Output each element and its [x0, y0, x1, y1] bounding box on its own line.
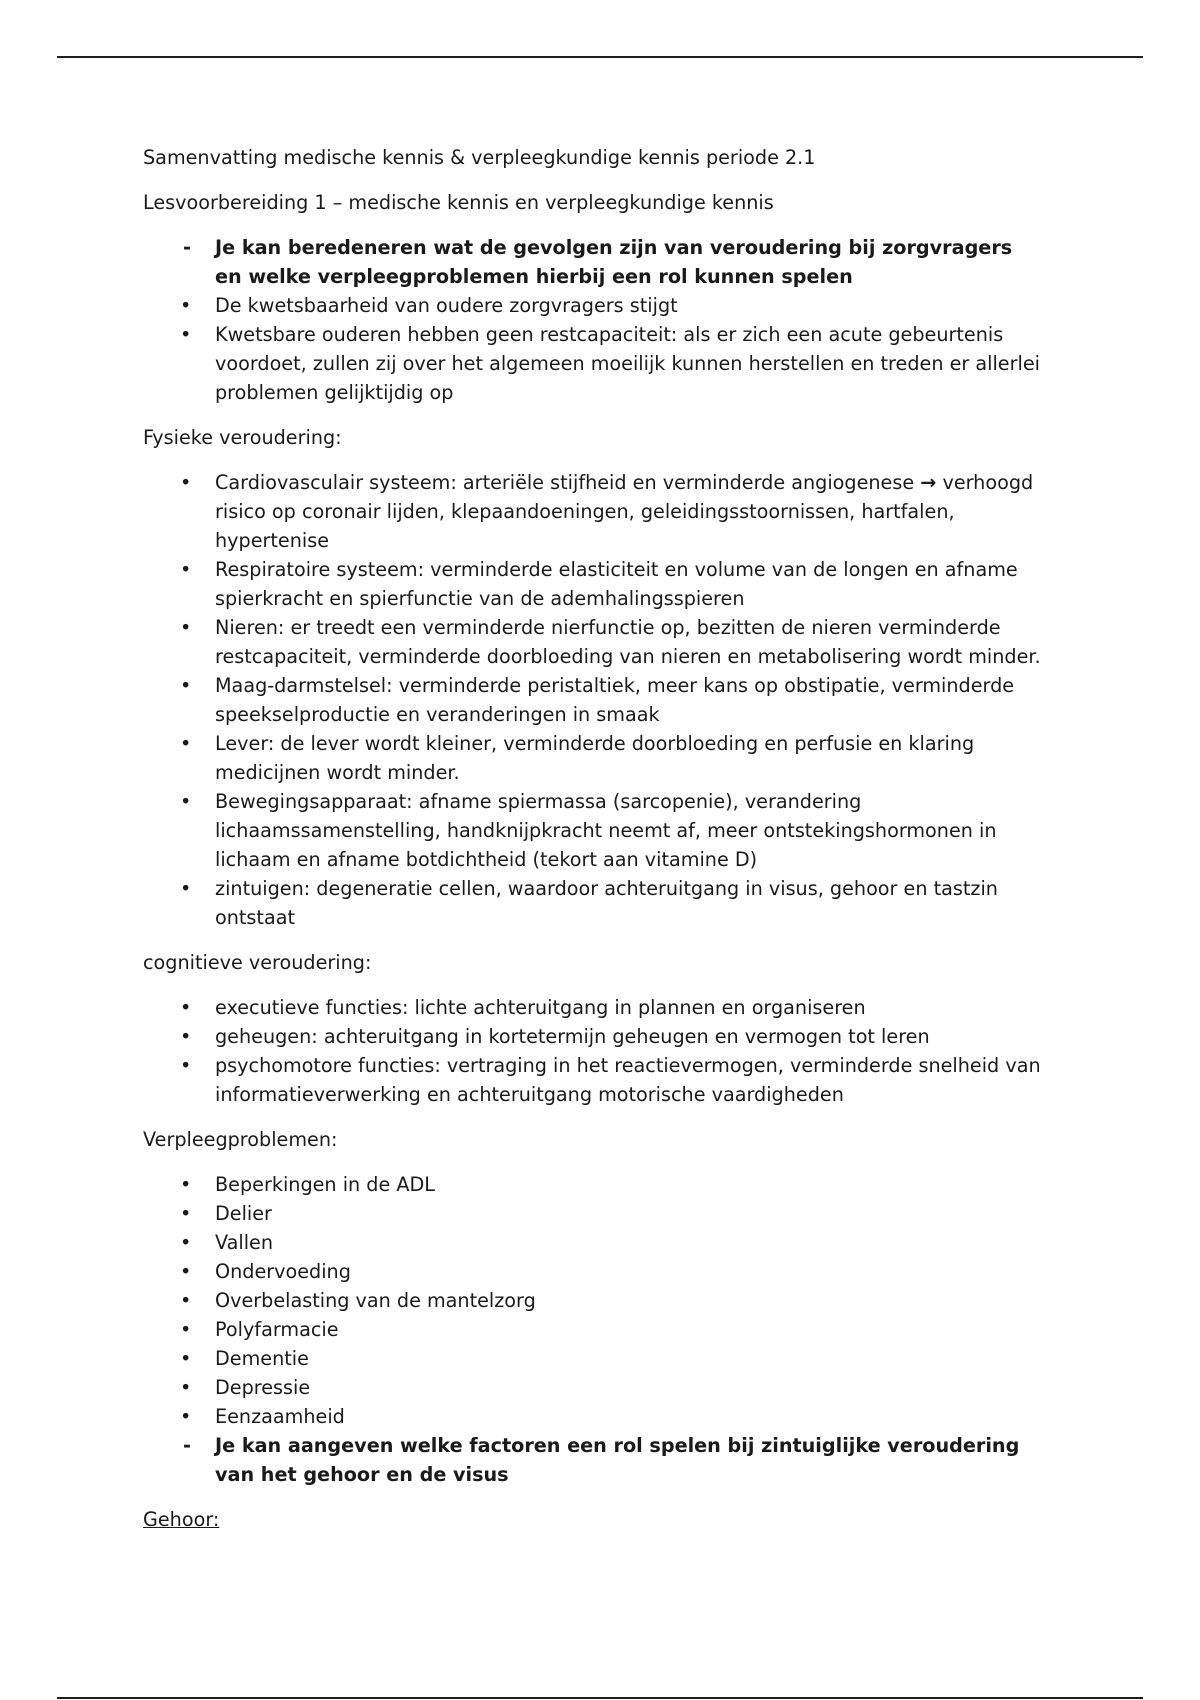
list-item: • Nieren: er treedt een verminderde nierfunctie op, bezitten de nieren verminderde restcapaciteit, verminderde doorbloeding van nieren en metabolisering wordt minder. [143, 613, 1043, 671]
list-item: • Kwetsbare ouderen hebben geen restcapaciteit: als er zich een acute gebeurtenis voordoet, zullen zij over het algemeen moeilijk kunnen herstellen en treden er allerlei problemen gelijktijdig op [143, 320, 1043, 407]
section-heading-fysiek: Fysieke veroudering: [143, 426, 342, 449]
bullet-marker: • [180, 1231, 192, 1254]
list-item: • Delier [143, 1199, 1043, 1228]
bullet-marker: • [180, 1025, 192, 1048]
verpleegproblemen-list [143, 1170, 1043, 1489]
learning-goal: - Je kan beredeneren wat de gevolgen zijn van veroudering bij zorgvragers en welke verpleegproblemen hierbij een rol kunnen spelen [143, 233, 1043, 291]
bullet-marker: • [180, 790, 192, 813]
list-item: • Dementie [143, 1344, 1043, 1373]
bullet-marker: • [180, 1260, 192, 1283]
list-item: • geheugen: achteruitgang in kortetermijn geheugen en vermogen tot leren [143, 1022, 1043, 1051]
lesson-heading: Lesvoorbereiding 1 – medische kennis en verpleegkundige kennis [143, 191, 774, 214]
list-item: • Vallen [143, 1228, 1043, 1257]
list-item: • Ondervoeding [143, 1257, 1043, 1286]
bullet-marker: • [180, 1173, 192, 1196]
learning-goal: - Je kan aangeven welke factoren een rol spelen bij zintuiglijke veroudering van het gehoor en de visus [143, 1431, 1043, 1489]
list-item: • zintuigen: degeneratie cellen, waardoor achteruitgang in visus, gehoor en tastzin ontstaat [143, 874, 1043, 932]
list-item: • Lever: de lever wordt kleiner, verminderde doorbloeding en perfusie en klaring medicijnen wordt minder. [143, 729, 1043, 787]
bullet-marker: • [180, 1347, 192, 1370]
bullet-marker: • [180, 294, 192, 317]
section-heading-verpleegproblemen: Verpleegproblemen: [143, 1128, 338, 1151]
list-item: • Maag-darmstelsel: verminderde peristaltiek, meer kans op obstipatie, verminderde speekselproductie en veranderingen in smaak [143, 671, 1043, 729]
fysiek-list [143, 468, 1043, 932]
bullet-marker: • [180, 877, 192, 900]
bullet-marker: • [180, 674, 192, 697]
document-title: Samenvatting medische kennis & verpleegkundige kennis periode 2.1 [143, 146, 816, 169]
bullet-marker: • [180, 1054, 192, 1077]
footer-rule [57, 1697, 1143, 1699]
bullet-marker: • [180, 732, 192, 755]
list-item: • Respiratoire systeem: verminderde elasticiteit en volume van de longen en afname spierkracht en spierfunctie van de ademhalingsspieren [143, 555, 1043, 613]
bullet-marker: • [180, 1376, 192, 1399]
list-item: • Beperkingen in de ADL [143, 1170, 1043, 1199]
list-item: • Eenzaamheid [143, 1402, 1043, 1431]
document-body [143, 143, 1043, 1550]
list-item: • Depressie [143, 1373, 1043, 1402]
list-item: • Bewegingsapparaat: afname spiermassa (sarcopenie), verandering lichaamssamenstelling, handknijpkracht neemt af, meer ontstekingshormonen in lichaam en afname botdichtheid (tekort aan vitamine D) [143, 787, 1043, 874]
bullet-marker: • [180, 1318, 192, 1341]
bullet-marker: • [180, 616, 192, 639]
list-item: • psychomotore functies: vertraging in het reactievermogen, verminderde snelheid van informatieverwerking en achteruitgang motorische vaardigheden [143, 1051, 1043, 1109]
bullet-marker: • [180, 1405, 192, 1428]
dash-marker: - [183, 236, 191, 259]
list-item: • Polyfarmacie [143, 1315, 1043, 1344]
bullet-marker: • [180, 1289, 192, 1312]
arrow-right-icon: → [920, 471, 937, 494]
bullet-marker: • [180, 1202, 192, 1225]
bullet-marker: • [180, 471, 192, 494]
list-item: • Cardiovasculair systeem: arteriële stijfheid en verminderde angiogenese → verhoogd risico op coronair lijden, klepaandoeningen, geleidingsstoornissen, hartfalen, hypertenise [143, 468, 1043, 555]
list-item: • executieve functies: lichte achteruitgang in plannen en organiseren [143, 993, 1043, 1022]
section-heading-gehoor: Gehoor: [143, 1508, 220, 1531]
bullet-marker: • [180, 323, 192, 346]
bullet-marker: • [180, 996, 192, 1019]
bullet-marker: • [180, 558, 192, 581]
learning-goal-list-1 [143, 233, 1043, 407]
dash-marker: - [183, 1434, 191, 1457]
list-item: • Overbelasting van de mantelzorg [143, 1286, 1043, 1315]
header-rule [57, 56, 1143, 58]
section-heading-cognitief: cognitieve veroudering: [143, 951, 372, 974]
list-item: • De kwetsbaarheid van oudere zorgvragers stijgt [143, 291, 1043, 320]
cognitief-list [143, 993, 1043, 1109]
